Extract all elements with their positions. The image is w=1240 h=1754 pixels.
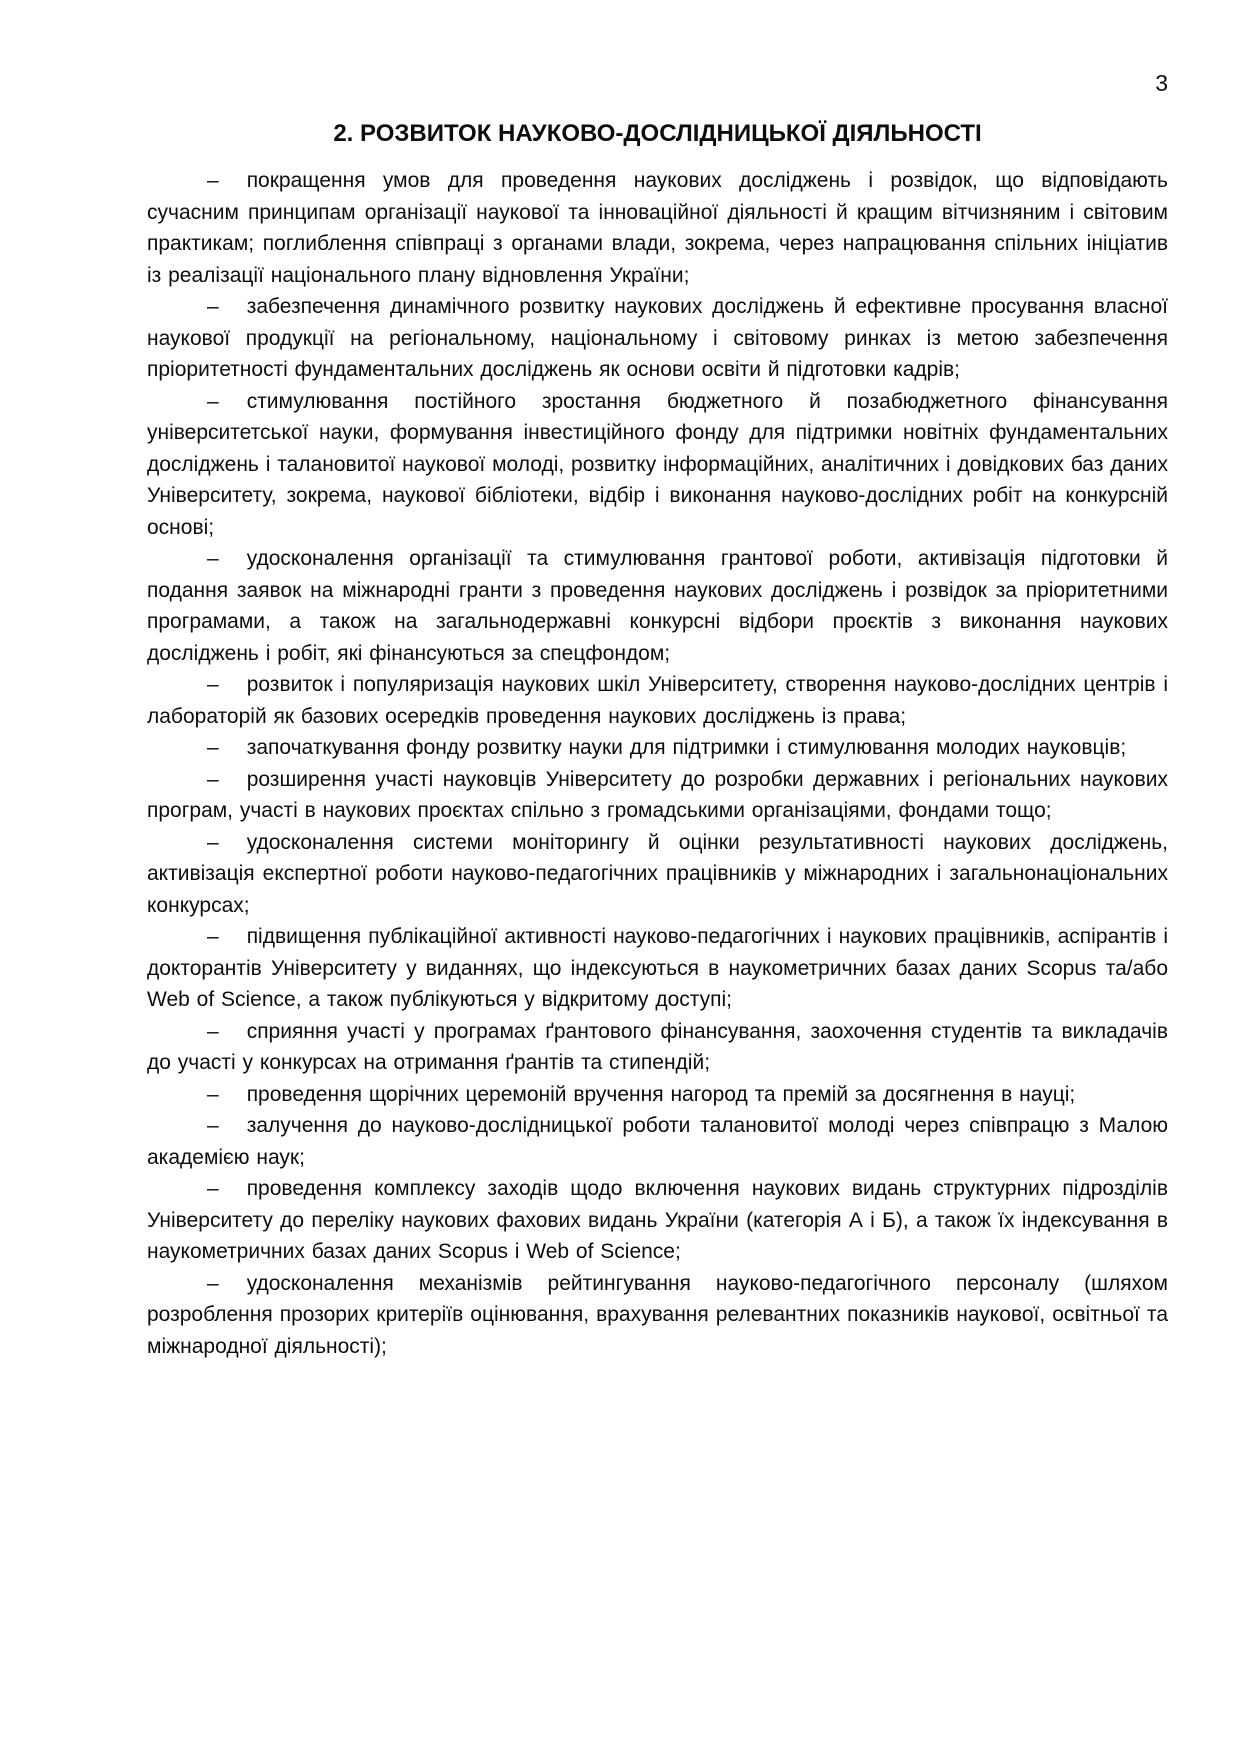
paragraph-text: започаткування фонду розвитку науки для підтримки і стимулювання молодих науковців;: [246, 736, 1127, 759]
paragraph: [147, 1016, 1168, 1079]
dash-bullet: –: [207, 673, 219, 696]
dash-bullet: –: [207, 925, 219, 948]
dash-bullet: –: [207, 1177, 219, 1200]
paragraph: [147, 1268, 1168, 1363]
paragraph: [147, 291, 1168, 386]
paragraph: [147, 1079, 1168, 1111]
dash-bullet: –: [207, 1082, 219, 1106]
dash-bullet: –: [207, 295, 219, 318]
paragraph: [147, 1173, 1168, 1268]
dash-bullet: –: [207, 830, 219, 854]
dash-bullet: –: [207, 736, 219, 759]
dash-bullet: –: [207, 169, 219, 192]
paragraph: [147, 669, 1168, 732]
dash-bullet: –: [207, 389, 219, 413]
paragraph: [147, 764, 1168, 827]
paragraph-text: сприяння участі у програмах ґрантового фінансування, заохочення студентів та викладачів до участі у конкурсах на отримання ґрантів та стипендій;: [147, 1019, 1168, 1074]
paragraph-text: підвищення публікаційної активності науково-педагогічних і наукових працівників, аспірантів і докторантів Університету у виданнях, що індексуються в наукометричних базах даних Scopus та/або Web of Science, а також публікуються у відкритому доступі;: [147, 925, 1168, 1011]
paragraph-text: розвиток і популяризація наукових шкіл Університету, створення науково-дослідних центрів і лабораторій як базових осередків проведення наукових досліджень із права;: [147, 673, 1168, 728]
paragraph: [147, 732, 1168, 764]
paragraph-text: забезпечення динамічного розвитку наукових досліджень й ефективне просування власної наукової продукції на регіональному, національному і світовому ринках із метою забезпечення пріоритетності фундаментальних досліджень як основи освіти й підготовки кадрів;: [147, 295, 1168, 381]
paragraph-text: стимулювання постійного зростання бюджетного й позабюджетного фінансування університетської науки, формування інвестиційного фонду для підтримки новітніх фундаментальних досліджень і талановитої наукової молоді, розвитку інформаційних, аналітичних і довідкових баз даних Університету, зокрема, наукової бібліотеки, відбір і виконання науково-дослідних робіт на конкурсній основі;: [147, 389, 1168, 539]
paragraph-text: удосконалення механізмів рейтингування науково-педагогічного персоналу (шляхом розроблення прозорих критеріїв оцінювання, врахування релевантних показників наукової, освітньої та міжнародної діяльності);: [147, 1271, 1168, 1358]
paragraph: [147, 1110, 1168, 1173]
page-number: 3: [1155, 70, 1168, 96]
paragraph: [147, 543, 1168, 669]
paragraph-text: покращення умов для проведення наукових досліджень і розвідок, що відповідають сучасним принципам організації наукової та інноваційної діяльності й кращим вітчизняним і світовим практикам; поглиблення співпраці з органами влади, зокрема, через напрацювання спільних ініціатив із реалізації національного плану відновлення України;: [147, 169, 1168, 287]
document-content: [147, 118, 1168, 1362]
dash-bullet: –: [207, 767, 219, 791]
section-title: 2. РОЗВИТОК НАУКОВО-ДОСЛІДНИЦЬКОЇ ДІЯЛЬНОСТІ: [333, 120, 982, 147]
dash-bullet: –: [207, 1019, 219, 1043]
dash-bullet: –: [207, 1114, 219, 1137]
paragraph-text: удосконалення організації та стимулювання грантової роботи, активізація підготовки й подання заявок на міжнародні гранти з проведення наукових досліджень і розвідок за пріоритетними програмами, а також на загальнодержавні конкурсні відбори проєктів з виконання наукових досліджень і робіт, які фінансуються за спецфондом;: [147, 547, 1168, 665]
dash-bullet: –: [207, 547, 219, 570]
paragraph-text: проведення щорічних церемоній вручення нагород та премій за досягнення в науці;: [246, 1082, 1076, 1106]
paragraph: [147, 921, 1168, 1016]
paragraph-text: проведення комплексу заходів щодо включення наукових видань структурних підрозділів Університету до переліку наукових фахових видань України (категорія А і Б), а також їх індексування в наукометричних базах даних Scopus і Web of Science;: [147, 1177, 1168, 1263]
paragraph-text: удосконалення системи моніторингу й оцінки результативності наукових досліджень, активізація експертної роботи науково-педагогічних працівників у міжнародних і загальнонаціональних конкурсах;: [147, 830, 1168, 917]
paragraph: [147, 827, 1168, 922]
paragraph: [147, 165, 1168, 291]
paragraph: [147, 386, 1168, 544]
paragraph-text: залучення до науково-дослідницької роботи талановитої молоді через співпрацю з Малою академією наук;: [147, 1114, 1168, 1169]
paragraph-text: розширення участі науковців Університету до розробки державних і регіональних наукових програм, участі в наукових проєктах спільно з громадськими організаціями, фондами тощо;: [147, 767, 1168, 822]
dash-bullet: –: [207, 1271, 219, 1295]
